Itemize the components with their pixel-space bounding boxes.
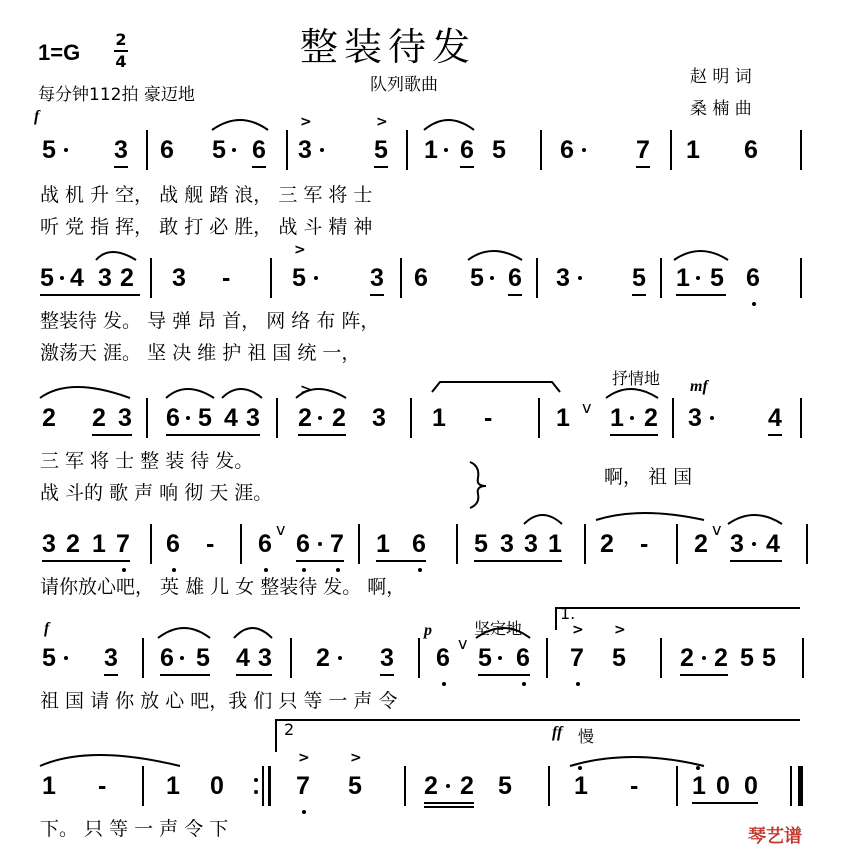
- slur: [674, 251, 728, 260]
- slur: [468, 251, 522, 260]
- lyrics-row-6: 下。 只 等 一 声 令 下: [40, 818, 229, 840]
- expression-slow: 慢: [578, 727, 595, 746]
- lyrics-row-2b: 激荡天 涯。 坚 决 维 护 祖 国 统 一，: [40, 342, 361, 364]
- lyrics-row-4: 请你放心吧， 英 雄 儿 女 整装待 发。 啊，: [40, 576, 406, 598]
- staff-row-6: 1 - 1 0 > 7 > 5 2 2 5 1 - 1 0 0: [0, 766, 841, 808]
- slur: [166, 389, 214, 398]
- volta-bracket: [556, 608, 800, 630]
- first-ending: 1.: [560, 604, 576, 623]
- slur: [212, 120, 268, 130]
- volta-bracket: [276, 720, 800, 752]
- watermark-logo: 琴艺谱: [748, 826, 802, 847]
- dynamic-ff: ff: [552, 724, 563, 741]
- song-subtitle: 队列歌曲: [370, 75, 438, 95]
- staff-row-3: 2 2 3 6 5 4 3 > 2 2 3 1 - 1 v 1 2 3 4: [0, 398, 841, 440]
- slur: [606, 389, 658, 398]
- expression-firm: 坚定地: [474, 619, 523, 638]
- slur: [476, 628, 530, 638]
- lyrics-row-3a: 三 军 将 士 整 装 待 发。: [40, 450, 254, 472]
- bracket: [470, 462, 486, 508]
- slur: [596, 513, 704, 520]
- slur: [524, 515, 562, 524]
- tempo-marking: 每分钟112拍 豪迈地: [38, 85, 195, 105]
- slur: [96, 252, 136, 260]
- staff-row-5: 5 3 6 5 4 3 2 3 6 v 5 6 > 7 > 5 2 2 5 5: [0, 638, 841, 680]
- lyricist-credit: 赵 明 词: [690, 67, 752, 87]
- second-ending: 2: [284, 720, 295, 739]
- slur: [40, 755, 180, 766]
- time-signature: 2 4: [115, 30, 127, 71]
- staff-row-1: 5 3 6 5 6 > 3 > 5 1 6 5 6 7 1 6: [0, 130, 841, 172]
- staff-row-4: 3 2 1 7 6 - 6 v 6 7 1 6 5 3 3 1 2 - 2 v 3 4: [0, 524, 841, 566]
- slur: [40, 387, 130, 398]
- lyrics-row-3b: 战 斗的 歌 声 响 彻 天 涯。: [40, 482, 273, 504]
- slur: [234, 628, 272, 638]
- lyrics-row-3c: 啊， 祖 国: [604, 466, 693, 488]
- lyrics-row-1b: 听 党 指 挥， 敢 打 必 胜， 战 斗 精 神: [40, 216, 373, 238]
- dynamic-f2: f: [44, 620, 50, 637]
- slur: [296, 389, 346, 398]
- slur: [432, 382, 560, 392]
- slur: [222, 389, 262, 398]
- slur: [158, 628, 210, 638]
- lyrics-row-2a: 整装待 发。 导 弹 昂 首， 网 络 布 阵，: [40, 310, 380, 332]
- slur: [728, 515, 782, 524]
- expression-tender: 抒情地: [612, 369, 661, 388]
- lyrics-row-5: 祖 国 请 你 放 心 吧，我 们 只 等 一 声 令: [40, 690, 398, 712]
- dynamic-p: p: [424, 622, 432, 639]
- dynamic-mf: mf: [690, 378, 708, 395]
- key-signature: 1=G: [38, 40, 81, 65]
- slur: [570, 757, 704, 766]
- song-title: 整装待发: [300, 25, 477, 69]
- slur: [424, 120, 474, 130]
- staff-row-2: 5 4 3 2 3 - > 5 3 6 5 6 3 5 1 5 6: [0, 258, 841, 300]
- lyrics-row-1a: 战 机 升 空， 战 舰 踏 浪， 三 军 将 士: [40, 184, 373, 206]
- dynamic-f: f: [34, 108, 40, 125]
- composer-credit: 桑 楠 曲: [690, 99, 752, 119]
